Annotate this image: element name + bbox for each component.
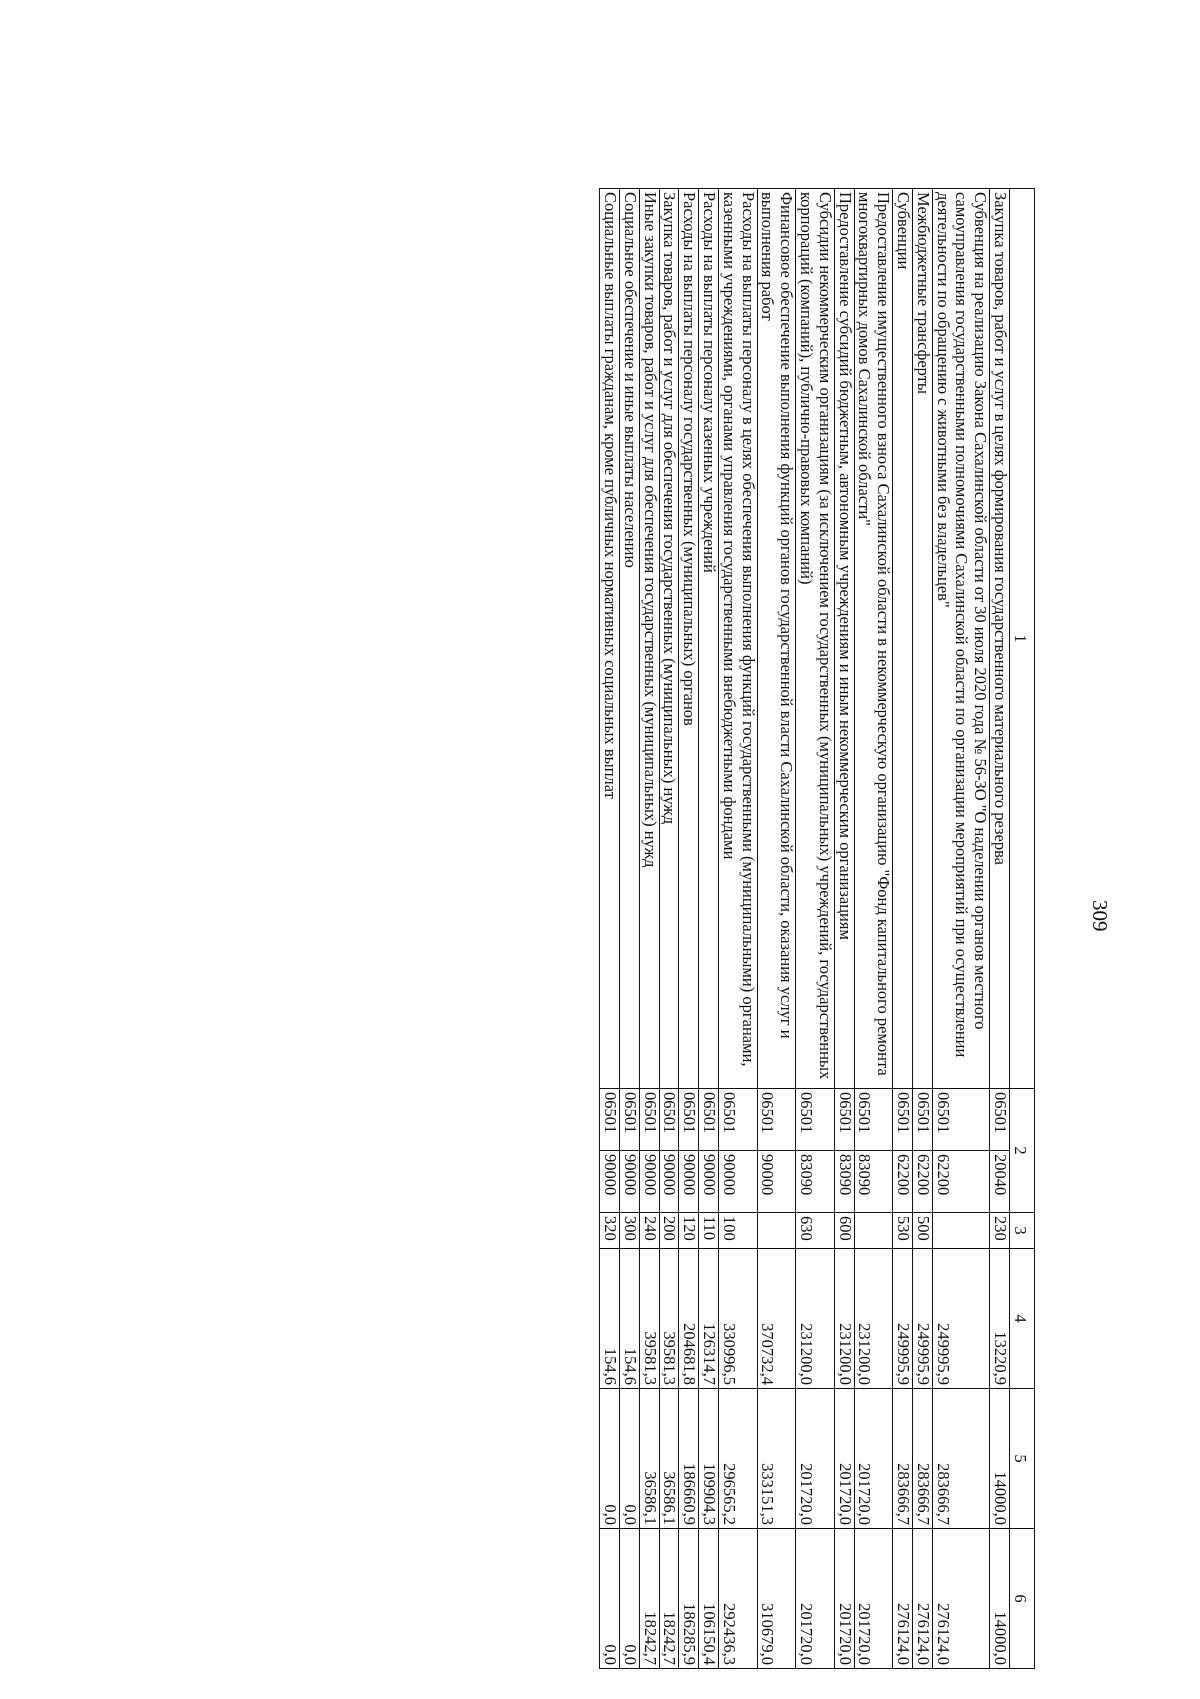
row-code-part1-cell: 06501 (679, 1089, 699, 1151)
row-amount-3-cell: 201720,0 (854, 1529, 893, 1669)
row-name-cell: Социальные выплаты гражданам, кроме публичных нормативных социальных выплат (600, 189, 620, 1089)
row-name-cell: Субвенции (893, 189, 913, 1089)
column-header-code: 2 (1010, 1089, 1035, 1213)
row-name-cell: Социальное обеспечение и иные выплаты населению (620, 189, 640, 1089)
row-amount-1-cell: 154,6 (620, 1249, 640, 1389)
row-code-part1-cell: 06501 (990, 1089, 1010, 1151)
row-code-part2-cell: 90000 (659, 1151, 679, 1213)
row-name-cell: Закупка товаров, работ и услуг в целях формирования государственного материального резерва (990, 189, 1010, 1089)
table-header-row (1010, 189, 1035, 1669)
row-amount-3-cell: 201720,0 (796, 1529, 835, 1669)
column-header-expense-type: 3 (1010, 1213, 1035, 1249)
row-name-cell: Расходы на выплаты персоналу государственных (муниципальных) органов (679, 189, 699, 1089)
row-amount-2-cell: 0,0 (600, 1389, 620, 1529)
table-row (990, 189, 1010, 1669)
row-expense-type-cell: 100 (719, 1213, 758, 1249)
row-code-part1-cell: 06501 (796, 1089, 835, 1151)
row-code-part1-cell: 06501 (854, 1089, 893, 1151)
row-expense-type-cell (932, 1213, 989, 1249)
row-expense-type-cell: 630 (796, 1213, 835, 1249)
row-amount-3-cell: 292436,3 (719, 1529, 758, 1669)
row-amount-1-cell: 249995,9 (893, 1249, 913, 1389)
budget-table (599, 188, 1035, 1669)
row-name-cell: Субсидии некоммерческим организациям (за исключением государственных (муниципальных) учреждений, государственных корпораций (компаний), публично-правовых компаний) (796, 189, 835, 1089)
row-amount-1-cell: 370732,4 (757, 1249, 796, 1389)
table-row (893, 189, 913, 1669)
table-row (796, 189, 835, 1669)
table-row (913, 189, 933, 1669)
row-code-part1-cell: 06501 (699, 1089, 719, 1151)
row-amount-2-cell: 201720,0 (854, 1389, 893, 1529)
row-expense-type-cell: 200 (659, 1213, 679, 1249)
row-code-part1-cell: 06501 (620, 1089, 640, 1151)
row-amount-1-cell: 249995,9 (913, 1249, 933, 1389)
row-amount-1-cell: 39581,3 (639, 1249, 659, 1389)
row-amount-1-cell: 39581,3 (659, 1249, 679, 1389)
row-code-part1-cell: 06501 (913, 1089, 933, 1151)
row-amount-2-cell: 283666,7 (893, 1389, 913, 1529)
row-code-part1-cell: 06501 (834, 1089, 854, 1151)
row-code-part1-cell: 06501 (893, 1089, 913, 1151)
row-amount-2-cell: 283666,7 (932, 1389, 989, 1529)
row-amount-1-cell: 231200,0 (834, 1249, 854, 1389)
table-row (659, 189, 679, 1669)
row-amount-3-cell: 0,0 (620, 1529, 640, 1669)
row-amount-2-cell: 201720,0 (834, 1389, 854, 1529)
row-amount-3-cell: 0,0 (600, 1529, 620, 1669)
row-expense-type-cell: 120 (679, 1213, 699, 1249)
row-code-part2-cell: 90000 (600, 1151, 620, 1213)
row-amount-1-cell: 154,6 (600, 1249, 620, 1389)
row-code-part2-cell: 62200 (893, 1151, 913, 1213)
row-code-part1-cell: 06501 (757, 1089, 796, 1151)
row-code-part2-cell: 90000 (699, 1151, 719, 1213)
row-name-cell: Финансовое обеспечение выполнения функций органов государственной власти Сахалинской области, оказания услуг и выполнения работ (757, 189, 796, 1089)
row-code-part1-cell: 06501 (719, 1089, 758, 1151)
row-code-part2-cell: 62200 (913, 1151, 933, 1213)
row-amount-3-cell: 276124,0 (932, 1529, 989, 1669)
row-amount-1-cell: 330996,5 (719, 1249, 758, 1389)
row-expense-type-cell: 240 (639, 1213, 659, 1249)
row-expense-type-cell (757, 1213, 796, 1249)
row-amount-3-cell: 18242,7 (639, 1529, 659, 1669)
row-amount-1-cell: 231200,0 (796, 1249, 835, 1389)
table-row (639, 189, 659, 1669)
table-row (620, 189, 640, 1669)
row-amount-1-cell: 13220,9 (990, 1249, 1010, 1389)
row-amount-3-cell: 276124,0 (913, 1529, 933, 1669)
page-number: 309 (1088, 900, 1112, 932)
row-name-cell: Субвенция на реализацию Закона Сахалинской области от 30 июля 2020 года № 56-ЗО "О наделении органов местного самоуправления государственными полномочиями Сахалинской области по организации мероприятий при осуществлении деятельности по обращению с животными без владельцев" (932, 189, 989, 1089)
row-expense-type-cell: 300 (620, 1213, 640, 1249)
row-expense-type-cell: 500 (913, 1213, 933, 1249)
row-code-part2-cell: 20040 (990, 1151, 1010, 1213)
row-code-part1-cell: 06501 (600, 1089, 620, 1151)
row-name-cell: Предоставление субсидий бюджетным, автономным учреждениям и иным некоммерческим организациям (834, 189, 854, 1089)
table-row (719, 189, 758, 1669)
row-amount-3-cell: 18242,7 (659, 1529, 679, 1669)
row-amount-2-cell: 0,0 (620, 1389, 640, 1529)
row-expense-type-cell: 320 (600, 1213, 620, 1249)
row-name-cell: Закупка товаров, работ и услуг для обеспечения государственных (муниципальных) нужд (659, 189, 679, 1089)
row-amount-1-cell: 204681,8 (679, 1249, 699, 1389)
column-header-amount-3: 6 (1010, 1529, 1035, 1669)
row-code-part2-cell: 90000 (620, 1151, 640, 1213)
row-expense-type-cell (854, 1213, 893, 1249)
row-amount-2-cell: 283666,7 (913, 1389, 933, 1529)
table-row (699, 189, 719, 1669)
column-header-name: 1 (1010, 189, 1035, 1089)
row-name-cell: Расходы на выплаты персоналу казенных учреждений (699, 189, 719, 1089)
row-code-part2-cell: 90000 (757, 1151, 796, 1213)
table-row (600, 189, 620, 1669)
row-name-cell: Иные закупки товаров, работ и услуг для обеспечения государственных (муниципальных) нужд (639, 189, 659, 1089)
row-code-part2-cell: 90000 (719, 1151, 758, 1213)
row-amount-1-cell: 126314,7 (699, 1249, 719, 1389)
row-amount-3-cell: 106150,4 (699, 1529, 719, 1669)
row-expense-type-cell: 110 (699, 1213, 719, 1249)
column-header-amount-2: 5 (1010, 1389, 1035, 1529)
row-amount-3-cell: 310679,0 (757, 1529, 796, 1669)
row-expense-type-cell: 230 (990, 1213, 1010, 1249)
row-name-cell: Предоставление имущественного взноса Сахалинской области в некоммерческую организацию "Фонд капитального ремонта многоквартирных домов Сахалинской области" (854, 189, 893, 1089)
row-name-cell: Межбюджетные трансферты (913, 189, 933, 1089)
budget-table-container (65, 188, 1035, 1668)
row-amount-2-cell: 36586,1 (639, 1389, 659, 1529)
row-code-part2-cell: 83090 (854, 1151, 893, 1213)
row-amount-3-cell: 186285,9 (679, 1529, 699, 1669)
row-amount-2-cell: 109904,3 (699, 1389, 719, 1529)
row-code-part2-cell: 62200 (932, 1151, 989, 1213)
row-code-part2-cell: 83090 (834, 1151, 854, 1213)
row-code-part2-cell: 90000 (679, 1151, 699, 1213)
row-name-cell: Расходы на выплаты персоналу в целях обеспечения выполнения функций государственными (муниципальными) органами, казенными учреждениями, органами управления государственными внебюджетными фондами (719, 189, 758, 1089)
row-amount-2-cell: 14000,0 (990, 1389, 1010, 1529)
row-code-part1-cell: 06501 (639, 1089, 659, 1151)
row-amount-2-cell: 186660,9 (679, 1389, 699, 1529)
row-amount-2-cell: 296565,2 (719, 1389, 758, 1529)
row-code-part1-cell: 06501 (932, 1089, 989, 1151)
table-row (854, 189, 893, 1669)
table-body (600, 189, 1010, 1669)
row-amount-3-cell: 14000,0 (990, 1529, 1010, 1669)
row-code-part1-cell: 06501 (659, 1089, 679, 1151)
row-amount-3-cell: 201720,0 (834, 1529, 854, 1669)
table-row (834, 189, 854, 1669)
row-amount-3-cell: 276124,0 (893, 1529, 913, 1669)
row-expense-type-cell: 600 (834, 1213, 854, 1249)
table-row (757, 189, 796, 1669)
row-code-part2-cell: 83090 (796, 1151, 835, 1213)
row-amount-2-cell: 36586,1 (659, 1389, 679, 1529)
row-amount-2-cell: 201720,0 (796, 1389, 835, 1529)
row-expense-type-cell: 530 (893, 1213, 913, 1249)
row-amount-1-cell: 231200,0 (854, 1249, 893, 1389)
table-row (932, 189, 989, 1669)
column-header-amount-1: 4 (1010, 1249, 1035, 1389)
row-code-part2-cell: 90000 (639, 1151, 659, 1213)
table-row (679, 189, 699, 1669)
row-amount-2-cell: 333151,3 (757, 1389, 796, 1529)
row-amount-1-cell: 249995,9 (932, 1249, 989, 1389)
